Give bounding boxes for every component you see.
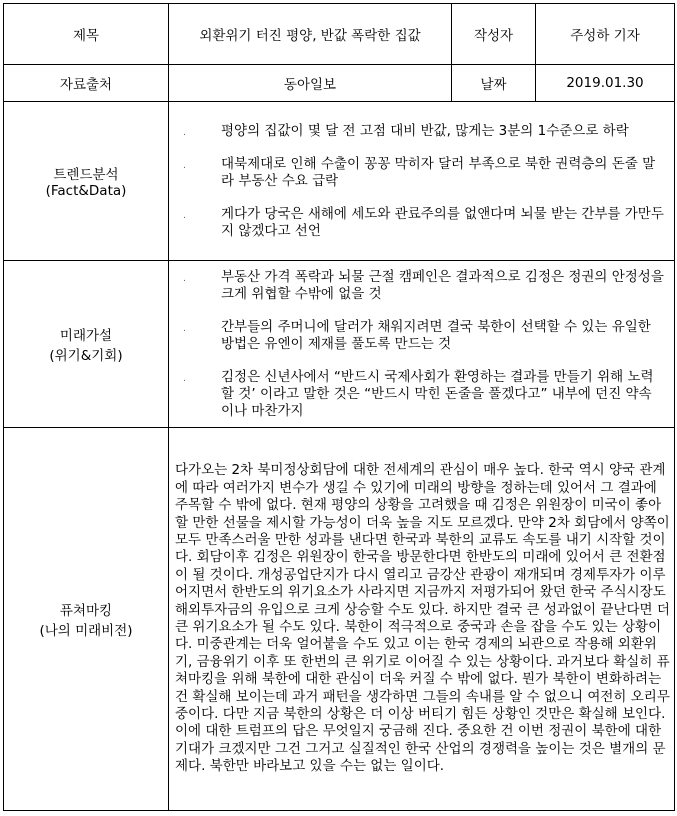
- list-item: [183, 123, 664, 140]
- trend-row: [4, 102, 675, 261]
- title-value: 외환위기 터진 평양, 반값 폭락한 집값: [169, 4, 452, 65]
- date-value: 2019.01.30: [536, 65, 675, 102]
- source-row: [4, 65, 675, 102]
- list-item: [183, 156, 664, 190]
- vision-row: [4, 428, 675, 811]
- trend-content: [169, 102, 675, 261]
- vision-text: 다가오는 2차 북미정상회담에 대한 전세계의 관심이 매우 높다. 한국 역시 양국 관계에 따라 여러가지 변수가 생길 수 있기에 미래의 방향을 정하는데 있어서 그 결과에 주목할 수 밖에 없다. 현재 평양의 상황을 고려했을 때 김정은 위원장이 미국이 좋아할 만한 선물을 제시할 가능성이 더욱 높을 지도 모르겠다. 만약 2차 회담에서 양쪽이 모두 만족스러울 만한 성과를 낸다면 한국과 북한의 교류도 속도를 내기 시작할 것이다. 회담이후 김정은 위원장이 한국을 방문한다면 한반도의 미래에 있어서 큰 전환점이 될 것이다. 개성공업단지가 다시 열리고 금강산 관광이 재개되며 경제투자가 이루어지면서 한반도의 위기요소가 사라지면 지금까지 저평가되어 왔던 한국 주식시장도 해외투자금의 유입으로 크게 상승할 수도 있다. 하지만 결국 큰 성과없이 끝난다면 더 큰 위기요소가 될 수도 있다. 북한이 적극적으로 중국과 손을 잡을 수도 있는 상황이다. 미중관계는 더욱 얼어붙을 수도 있고 이는 한국 경제의 뇌관으로 작용해 외환위기, 금융위기 이후 또 한번의 큰 위기로 이어질 수 있는 상황이다. 과거보다 확실히 퓨쳐마킹을 위해 북한에 대한 관심이 더욱 커질 수 밖에 없다. 뭔가 북한이 변화하려는 건 확실해 보이는데 과거 패턴을 생각하면 그들의 속내를 알 수 없으니 여전히 오리무중이다. 다만 지금 북한의 상황은 더 이상 버티기 힘든 상황인 것만은 확실해 보인다. 이에 대한 트럼프의 답은 무엇일지 궁금해 진다. 중요한 건 이번 정권이 북한에 대한 기대가 크겠지만 그건 그거고 실질적인 한국 산업의 경쟁력을 높이는 것은 별개의 문제다. 북한만 바라보고 있을 수는 없는 일이다.: [175, 462, 670, 775]
- hypothesis-label: [4, 261, 169, 428]
- report-table: [3, 3, 675, 811]
- date-label: 날짜: [452, 65, 536, 102]
- hypothesis-list: [169, 263, 674, 426]
- source-label: 자료출처: [4, 65, 169, 102]
- list-item: [183, 369, 664, 420]
- bullet-marker: .: [183, 373, 186, 384]
- title-label: 제목: [4, 4, 169, 65]
- list-item-text: 김정은 신년사에서 “반드시 국제사회가 환영하는 결과를 만들기 위해 노력할 것’ 이라고 말한 것은 “반드시 막힌 돈줄을 풀겠다고” 내부에 던진 약속이나 마찬가지: [221, 368, 654, 419]
- trend-label: [4, 102, 169, 261]
- hypothesis-label-line2: (위기&기회): [49, 348, 123, 364]
- vision-label-line1: 퓨쳐마킹: [59, 603, 113, 619]
- list-item-text: 게다가 당국은 새해에 세도와 관료주의를 없앤다며 뇌물 받는 간부를 가만두지 않겠다고 선언: [221, 205, 664, 239]
- hypothesis-label-line1: 미래가설: [59, 328, 113, 344]
- list-item-text: 대북제대로 인해 수출이 꽁꽁 막히자 달러 부족으로 북한 권력층의 돈줄 말라 부동산 수요 급락: [221, 155, 656, 189]
- trend-label-line2: (Fact&Data): [45, 183, 127, 199]
- list-item-text: 간부들의 주머니에 달러가 채워지려면 결국 북한이 선택할 수 있는 유일한 방법은 유엔이 제재를 풀도록 만드는 것: [221, 318, 651, 352]
- bullet-marker: .: [183, 323, 186, 334]
- vision-label: [4, 428, 169, 811]
- bullet-marker: .: [183, 160, 186, 171]
- source-value: 동아일보: [169, 65, 452, 102]
- list-item: [183, 206, 664, 240]
- list-item-text: 평양의 집값이 몇 달 전 고점 대비 반값, 많게는 3분의 1수준으로 하락: [221, 122, 629, 139]
- list-item: [183, 319, 664, 353]
- title-row: [4, 4, 675, 65]
- vision-label-line2: (나의 미래비전): [39, 623, 133, 639]
- list-item: [183, 269, 664, 303]
- bullet-marker: .: [183, 210, 186, 221]
- hypothesis-row: [4, 261, 675, 428]
- bullet-marker: .: [183, 127, 186, 138]
- trend-label-line1: 트렌드분석: [53, 167, 119, 183]
- hypothesis-content: [169, 261, 675, 428]
- list-item-text: 부동산 가격 폭락과 뇌물 근절 캠페인은 결과적으로 김정은 정권의 안정성을 크게 위협할 수밖에 없을 것: [221, 268, 664, 302]
- trend-list: [169, 117, 674, 246]
- author-value: 주성하 기자: [536, 4, 675, 65]
- bullet-marker: .: [183, 273, 186, 284]
- vision-content: [169, 428, 675, 811]
- author-label: 작성자: [452, 4, 536, 65]
